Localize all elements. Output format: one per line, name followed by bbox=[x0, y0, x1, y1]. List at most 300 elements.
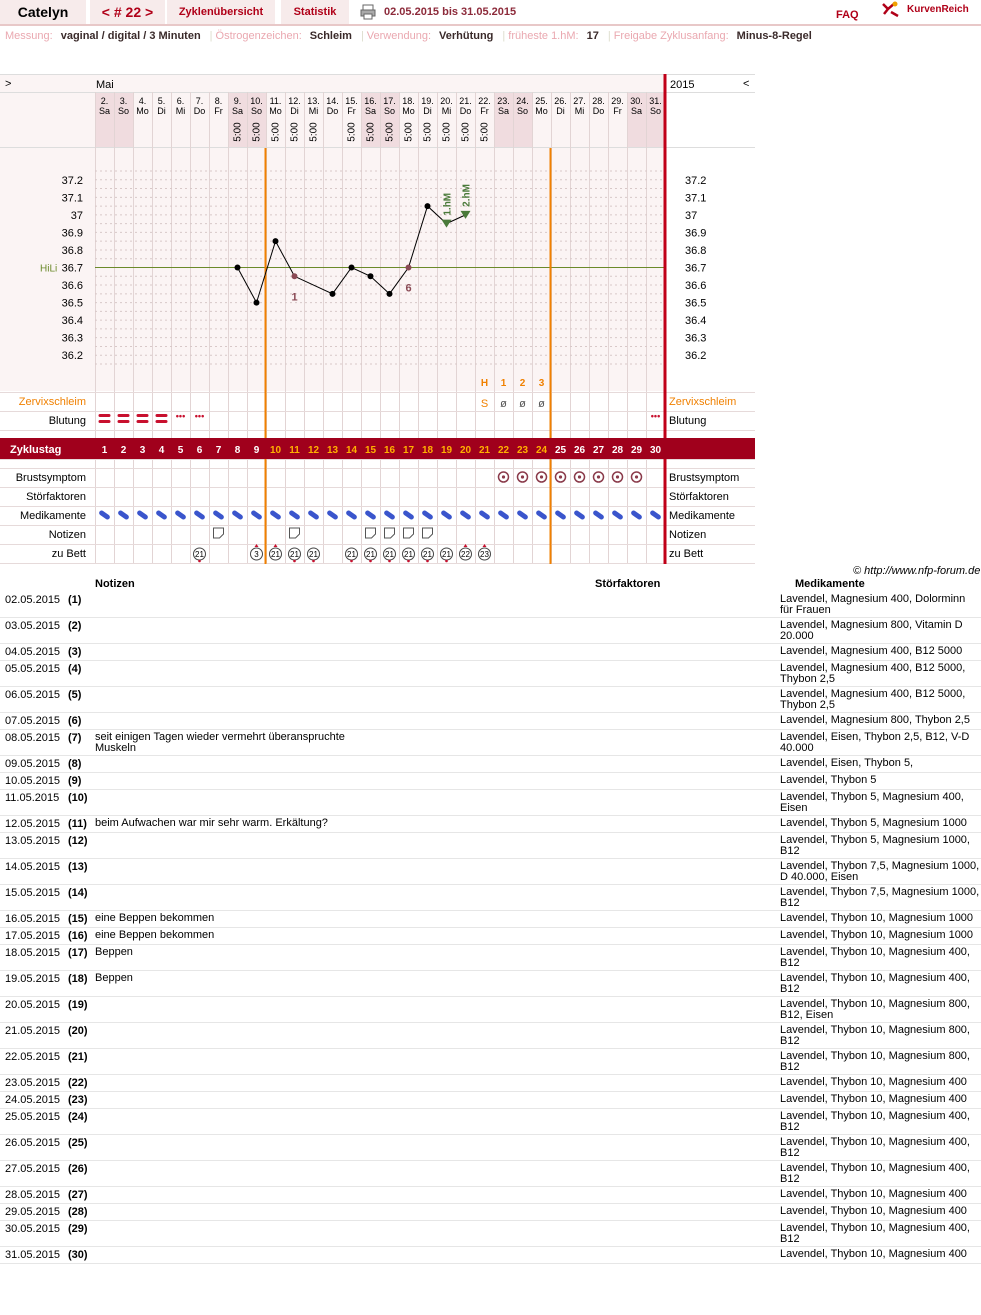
temperature-point bbox=[349, 265, 355, 271]
y-tick-label: 36.5 bbox=[61, 297, 83, 310]
zervix-value: ø bbox=[500, 398, 507, 410]
bedtime-earlier-marker bbox=[407, 560, 410, 563]
weekday-label: Mi bbox=[175, 106, 186, 116]
row-medication: Lavendel, Thybon 10, Magnesium 800, B12, Eisen bbox=[780, 999, 970, 1021]
cycle-day-number: 20 bbox=[459, 445, 472, 456]
cycle-day-number: 21 bbox=[478, 445, 491, 456]
date-label: 17. bbox=[383, 96, 396, 106]
y-tick-label-right: 36.7 bbox=[685, 262, 707, 275]
weekday-label: Do bbox=[193, 106, 206, 116]
cycle-day-number: 15 bbox=[364, 445, 377, 456]
weekday-label: Di bbox=[423, 106, 432, 116]
row-note: seit einigen Tagen wieder vermehrt überanspruchte Muskeln bbox=[95, 731, 345, 754]
row-medication: Lavendel, Thybon 5, Magnesium 1000 bbox=[780, 818, 967, 829]
zervix-marker: 3 bbox=[538, 378, 545, 389]
weekday-label: Sa bbox=[364, 106, 377, 116]
row-medication: Lavendel, Magnesium 400, Dolorminn für Frauen bbox=[780, 594, 966, 616]
row-medication: Lavendel, Magnesium 400, B12 5000, Thybon 2,5 bbox=[780, 663, 966, 685]
cycle-day-number: 22 bbox=[497, 445, 510, 456]
bleeding-heavy-mark bbox=[99, 420, 111, 423]
row-medication: Lavendel, Thybon 10, Magnesium 1000 bbox=[780, 913, 974, 924]
date-label: 28. bbox=[592, 96, 605, 106]
weekday-label: Do bbox=[459, 106, 472, 116]
cycle-day-number: 7 bbox=[215, 445, 222, 456]
breast-symptom-icon-dot bbox=[616, 475, 619, 478]
time-label: 5:00 bbox=[422, 122, 434, 142]
zervix-label-right: Zervixschleim bbox=[669, 396, 737, 408]
date-label: 26. bbox=[554, 96, 567, 106]
row-number: (28) bbox=[68, 1206, 88, 1218]
table-row bbox=[0, 1022, 981, 1049]
table-row bbox=[0, 1203, 981, 1221]
time-label: 5:00 bbox=[289, 122, 301, 142]
row-date: 19.05.2015 bbox=[5, 973, 61, 985]
table-row bbox=[0, 858, 981, 885]
table-row bbox=[0, 643, 981, 661]
table-row bbox=[0, 1160, 981, 1187]
weekday-label: Mi bbox=[441, 106, 452, 116]
row-medication: Lavendel, Thybon 7,5, Magnesium 1000, D 40.000, Eisen bbox=[780, 861, 980, 883]
row-date: 31.05.2015 bbox=[5, 1249, 61, 1261]
y-tick-label: 36.3 bbox=[61, 332, 83, 345]
cycle-day-number: 2 bbox=[120, 445, 127, 456]
cycle-day-number: 26 bbox=[573, 445, 586, 456]
row-medication: Lavendel, Thybon 10, Magnesium 400, B12 bbox=[780, 947, 970, 969]
row-date: 10.05.2015 bbox=[5, 775, 61, 787]
cycle-day-number: 5 bbox=[177, 445, 184, 456]
date-label: 25. bbox=[535, 96, 548, 106]
weekday-label: Mo bbox=[535, 106, 548, 116]
y-tick-label-right: 36.9 bbox=[685, 227, 707, 240]
bedtime-value: 21 bbox=[442, 550, 451, 559]
bleeding-heavy-mark bbox=[137, 420, 149, 423]
time-label: 5:00 bbox=[479, 122, 491, 142]
y-tick-label: 36.2 bbox=[61, 350, 83, 363]
row-medication: Lavendel, Thybon 10, Magnesium 400 bbox=[780, 1249, 967, 1260]
row-date: 17.05.2015 bbox=[5, 930, 61, 942]
row-date: 20.05.2015 bbox=[5, 999, 61, 1011]
printer-icon[interactable] bbox=[360, 0, 376, 24]
bedtime-value: 3 bbox=[254, 550, 259, 559]
row-date: 11.05.2015 bbox=[5, 792, 60, 804]
row-number: (21) bbox=[68, 1051, 88, 1063]
weekday-label: Do bbox=[592, 106, 605, 116]
info-value: Verhütung bbox=[439, 30, 494, 42]
y-tick-label-right: 36.5 bbox=[685, 297, 707, 310]
weekday-label: Di bbox=[290, 106, 299, 116]
date-label: 14. bbox=[326, 96, 339, 106]
row-number: (8) bbox=[68, 758, 82, 770]
y-tick-label-right: 37.1 bbox=[685, 192, 707, 205]
cycle-day-number: 13 bbox=[326, 445, 339, 456]
weekday-label: Mo bbox=[269, 106, 282, 116]
weekday-label: So bbox=[250, 106, 263, 116]
bedtime-value: 21 bbox=[347, 550, 356, 559]
date-label: 31. bbox=[649, 96, 662, 106]
row-date: 12.05.2015 bbox=[5, 818, 61, 830]
time-label: 5:00 bbox=[270, 122, 282, 142]
row-number: (5) bbox=[68, 689, 82, 701]
table-row bbox=[0, 970, 981, 997]
row-number: (22) bbox=[68, 1077, 88, 1089]
weekday-label: Sa bbox=[497, 106, 510, 116]
nav-prev-button[interactable]: > bbox=[5, 78, 12, 90]
row-date: 21.05.2015 bbox=[5, 1025, 61, 1037]
notizen-label-right: Notizen bbox=[669, 529, 707, 541]
temperature-point bbox=[254, 300, 260, 306]
hili-label: HiLi bbox=[40, 263, 58, 275]
medikamente-label: Medikamente bbox=[19, 510, 86, 522]
row-date: 18.05.2015 bbox=[5, 947, 61, 959]
row-date: 15.05.2015 bbox=[5, 887, 61, 899]
breast-symptom-icon-dot bbox=[578, 475, 581, 478]
zervix-marker: 2 bbox=[519, 378, 526, 389]
info-value: Schleim bbox=[309, 30, 352, 42]
breast-symptom-icon-dot bbox=[521, 475, 524, 478]
row-number: (4) bbox=[68, 663, 82, 675]
date-label: 16. bbox=[364, 96, 377, 106]
date-label: 18. bbox=[402, 96, 415, 106]
cycle-day-number: 30 bbox=[649, 445, 662, 456]
y-tick-label-right: 36.4 bbox=[685, 315, 707, 328]
table-row bbox=[0, 729, 981, 756]
row-date: 09.05.2015 bbox=[5, 758, 61, 770]
bleeding-heavy-mark bbox=[99, 414, 111, 417]
zu-bett-label-right: zu Bett bbox=[669, 548, 704, 560]
bleeding-heavy-mark bbox=[118, 420, 130, 423]
right-scale-background bbox=[665, 74, 755, 391]
row-medication: Lavendel, Thybon 5, Magnesium 400, Eisen bbox=[780, 792, 964, 814]
weekday-label: Do bbox=[326, 106, 339, 116]
y-tick-label: 37.2 bbox=[61, 174, 83, 187]
table-row bbox=[0, 910, 981, 928]
bedtime-value: 21 bbox=[309, 550, 318, 559]
y-tick-label: 36.9 bbox=[61, 227, 83, 240]
cycle-day-number: 12 bbox=[307, 445, 320, 456]
row-date: 04.05.2015 bbox=[5, 646, 61, 658]
table-row bbox=[0, 617, 981, 644]
time-label: 5:00 bbox=[441, 122, 453, 142]
temperature-point bbox=[273, 238, 279, 244]
info-label: Östrogenzeichen: bbox=[215, 30, 302, 42]
row-medication: Lavendel, Thybon 10, Magnesium 800, B12 bbox=[780, 1025, 970, 1047]
info-label: früheste 1.hM: bbox=[508, 30, 579, 42]
row-number: (13) bbox=[68, 861, 88, 873]
weekday-label: Sa bbox=[231, 106, 244, 116]
weekday-label: Di bbox=[157, 106, 166, 116]
time-label: 5:00 bbox=[403, 122, 415, 142]
time-label: 5:00 bbox=[308, 122, 320, 142]
bleeding-label: Blutung bbox=[48, 415, 86, 427]
nav-next-button[interactable]: < bbox=[743, 78, 750, 90]
row-date: 08.05.2015 bbox=[5, 732, 61, 744]
row-date: 13.05.2015 bbox=[5, 835, 61, 847]
separator: | bbox=[607, 30, 611, 42]
info-label: Messung: bbox=[5, 30, 53, 42]
date-label: 10. bbox=[250, 96, 263, 106]
bedtime-value: 21 bbox=[271, 550, 280, 559]
notizen-label: Notizen bbox=[48, 529, 86, 541]
table-row bbox=[0, 1134, 981, 1161]
bleeding-label-right: Blutung bbox=[669, 415, 707, 427]
date-label: 8. bbox=[214, 96, 223, 106]
breast-symptom-icon-dot bbox=[540, 475, 543, 478]
weekday-label: Fr bbox=[347, 106, 356, 116]
cycle-day-number: 3 bbox=[139, 445, 146, 456]
cycle-day-number: 1 bbox=[101, 445, 108, 456]
breast-symptom-icon-dot bbox=[635, 475, 638, 478]
bedtime-earlier-marker bbox=[293, 560, 296, 563]
row-date: 23.05.2015 bbox=[5, 1077, 61, 1089]
bedtime-value: 21 bbox=[290, 550, 299, 559]
row-date: 16.05.2015 bbox=[5, 913, 61, 925]
time-label: 5:00 bbox=[232, 122, 244, 142]
bleeding-heavy-mark bbox=[137, 414, 149, 417]
row-number: (25) bbox=[68, 1137, 88, 1149]
row-note: eine Beppen bekommen bbox=[95, 929, 215, 941]
bedtime-value: 21 bbox=[195, 550, 204, 559]
logo-text: KurvenReich bbox=[907, 4, 969, 15]
date-label: 19. bbox=[421, 96, 434, 106]
temperature-point bbox=[387, 291, 393, 297]
info-label: Verwendung: bbox=[366, 30, 432, 42]
zervix-value: ø bbox=[519, 398, 526, 410]
cycle-day-number: 25 bbox=[554, 445, 567, 456]
date-label: 23. bbox=[497, 96, 510, 106]
zervix-marker: H bbox=[480, 378, 489, 389]
temperature-point bbox=[292, 273, 298, 279]
row-medication: Lavendel, Eisen, Thybon 5, bbox=[780, 758, 914, 769]
logo-icon bbox=[880, 0, 902, 18]
table-row bbox=[0, 1091, 981, 1109]
date-label: 3. bbox=[119, 96, 128, 106]
table-row bbox=[0, 1048, 981, 1075]
row-medication: Lavendel, Thybon 10, Magnesium 400 bbox=[780, 1189, 967, 1200]
kurvenreich-logo[interactable] bbox=[880, 0, 980, 24]
date-range: 02.05.2015 bis 31.05.2015 bbox=[384, 6, 517, 18]
separator: | bbox=[502, 30, 506, 42]
row-number: (6) bbox=[68, 715, 82, 727]
row-number: (11) bbox=[68, 818, 87, 830]
date-label: 7. bbox=[195, 96, 204, 106]
date-label: 12. bbox=[288, 96, 301, 106]
bleeding-heavy-mark bbox=[156, 414, 168, 417]
weekday-label: Mo bbox=[402, 106, 415, 116]
tab-statistics[interactable]: Statistik bbox=[281, 0, 349, 24]
nfp-cycle-chart bbox=[0, 74, 760, 564]
info-value: 17 bbox=[586, 30, 599, 42]
cycle-day-number: 14 bbox=[345, 445, 358, 456]
breast-label: Brustsymptom bbox=[15, 472, 86, 484]
weekday-label: So bbox=[516, 106, 529, 116]
info-value: Minus-8-Regel bbox=[736, 30, 812, 42]
row-number: (19) bbox=[68, 999, 88, 1011]
row-number: (24) bbox=[68, 1111, 88, 1123]
y-tick-label: 37 bbox=[70, 209, 83, 222]
cycle-day-number: 23 bbox=[516, 445, 529, 456]
top-bar bbox=[0, 0, 981, 24]
row-number: (14) bbox=[68, 887, 88, 899]
y-tick-label: 37.1 bbox=[61, 192, 83, 205]
row-date: 30.05.2015 bbox=[5, 1223, 61, 1235]
excluded-point-label: 6 bbox=[405, 282, 412, 295]
bedtime-earlier-marker bbox=[445, 560, 448, 563]
date-label: 2. bbox=[100, 96, 109, 106]
zervix-label: Zervixschleim bbox=[18, 396, 86, 408]
table-row bbox=[0, 927, 981, 945]
time-label: 5:00 bbox=[251, 122, 263, 142]
row-note: Beppen bbox=[95, 946, 133, 958]
y-tick-label: 36.8 bbox=[61, 244, 83, 257]
cycle-info-row bbox=[5, 30, 818, 42]
header-notes: Notizen bbox=[95, 578, 135, 590]
weekday-label: Mo bbox=[136, 106, 149, 116]
stoerfaktoren-label-right: Störfaktoren bbox=[669, 491, 729, 503]
date-label: 30. bbox=[630, 96, 643, 106]
table-row bbox=[0, 884, 981, 911]
cycle-navigator[interactable]: < # 22 > bbox=[90, 0, 165, 24]
table-row bbox=[0, 789, 981, 816]
row-number: (17) bbox=[68, 947, 88, 959]
bedtime-value: 21 bbox=[404, 550, 413, 559]
table-row bbox=[0, 996, 981, 1023]
weekday-label: Sa bbox=[98, 106, 111, 116]
row-medication: Lavendel, Magnesium 400, B12 5000, Thybon 2,5 bbox=[780, 689, 966, 711]
weekday-label: So bbox=[649, 106, 662, 116]
temperature-point bbox=[235, 265, 241, 271]
bleeding-spotting-mark: ••• bbox=[650, 411, 661, 421]
bedtime-value: 23 bbox=[480, 550, 489, 559]
cycle-day-number: 24 bbox=[535, 445, 548, 456]
bleeding-heavy-mark bbox=[118, 414, 130, 417]
row-number: (18) bbox=[68, 973, 88, 985]
y-tick-label-right: 36.6 bbox=[685, 280, 707, 293]
row-number: (1) bbox=[68, 594, 82, 606]
row-number: (26) bbox=[68, 1163, 88, 1175]
excluded-point-label: 1 bbox=[291, 291, 298, 304]
row-medication: Lavendel, Thybon 10, Magnesium 800, B12 bbox=[780, 1051, 970, 1073]
credit-link[interactable]: © http://www.nfp-forum.de bbox=[853, 565, 981, 577]
y-tick-label-right: 37 bbox=[685, 209, 698, 222]
row-number: (16) bbox=[68, 930, 88, 942]
weekday-label: So bbox=[117, 106, 130, 116]
row-medication: Lavendel, Thybon 10, Magnesium 400, B12 bbox=[780, 1223, 970, 1245]
row-medication: Lavendel, Thybon 7,5, Magnesium 1000, B12 bbox=[780, 887, 980, 909]
zervix-value: ø bbox=[538, 398, 545, 410]
row-note: eine Beppen bekommen bbox=[95, 912, 215, 924]
row-date: 22.05.2015 bbox=[5, 1051, 61, 1063]
separator: | bbox=[360, 30, 364, 42]
cycle-day-number: 18 bbox=[421, 445, 434, 456]
table-row bbox=[0, 1108, 981, 1135]
temperature-point bbox=[330, 291, 336, 297]
bedtime-value: 21 bbox=[385, 550, 394, 559]
y-tick-label-right: 36.8 bbox=[685, 244, 707, 257]
row-number: (23) bbox=[68, 1094, 88, 1106]
row-medication: Lavendel, Thybon 10, Magnesium 400 bbox=[780, 1077, 967, 1088]
date-label: 20. bbox=[440, 96, 453, 106]
weekday-label: Di bbox=[556, 106, 565, 116]
high-mark-label: 1.hM bbox=[442, 192, 454, 216]
row-medication: Lavendel, Thybon 10, Magnesium 400, B12 bbox=[780, 1137, 970, 1159]
zervix-value: S bbox=[480, 398, 489, 410]
table-row bbox=[0, 832, 981, 859]
temperature-point bbox=[425, 203, 431, 209]
weekday-label: Sa bbox=[630, 106, 643, 116]
date-label: 29. bbox=[611, 96, 624, 106]
row-date: 05.05.2015 bbox=[5, 663, 61, 675]
row-date: 24.05.2015 bbox=[5, 1094, 61, 1106]
zu-bett-label: zu Bett bbox=[51, 548, 86, 560]
date-label: 24. bbox=[516, 96, 529, 106]
table-row bbox=[0, 772, 981, 790]
row-number: (30) bbox=[68, 1249, 88, 1261]
bleeding-heavy-mark bbox=[156, 420, 168, 423]
row-date: 14.05.2015 bbox=[5, 861, 61, 873]
bedtime-value: 21 bbox=[366, 550, 375, 559]
row-medication: Lavendel, Thybon 10, Magnesium 400 bbox=[780, 1094, 967, 1105]
time-label: 5:00 bbox=[460, 122, 472, 142]
date-label: 22. bbox=[478, 96, 491, 106]
row-number: (15) bbox=[68, 913, 88, 925]
cycle-day-number: 6 bbox=[196, 445, 203, 456]
table-row bbox=[0, 712, 981, 730]
medikamente-label-right: Medikamente bbox=[669, 510, 736, 522]
breast-label-right: Brustsymptom bbox=[669, 472, 740, 484]
table-row bbox=[0, 686, 981, 713]
row-medication: Lavendel, Thybon 5, Magnesium 1000, B12 bbox=[780, 835, 970, 857]
row-date: 28.05.2015 bbox=[5, 1189, 61, 1201]
table-row bbox=[0, 660, 981, 687]
row-date: 03.05.2015 bbox=[5, 620, 61, 632]
separator: | bbox=[209, 30, 213, 42]
weekday-label: Mi bbox=[574, 106, 585, 116]
tab-cycle-overview[interactable]: Zyklenübersicht bbox=[167, 0, 275, 24]
cycle-day-number: 10 bbox=[269, 445, 282, 456]
header-medikamente: Medikamente bbox=[795, 578, 865, 590]
time-label: 5:00 bbox=[384, 122, 396, 142]
time-label: 5:00 bbox=[346, 122, 358, 142]
zervix-marker: 1 bbox=[500, 378, 507, 389]
row-number: (7) bbox=[68, 732, 82, 744]
row-date: 25.05.2015 bbox=[5, 1111, 61, 1123]
table-row bbox=[0, 755, 981, 773]
date-label: 5. bbox=[157, 96, 166, 106]
row-medication: Lavendel, Thybon 5 bbox=[780, 775, 877, 786]
table-row bbox=[0, 815, 981, 833]
table-row bbox=[0, 1074, 981, 1092]
bedtime-earlier-marker bbox=[388, 560, 391, 563]
cycle-day-number: 9 bbox=[253, 445, 260, 456]
date-label: 13. bbox=[307, 96, 320, 106]
table-row bbox=[0, 1186, 981, 1204]
bleeding-spotting-mark: ••• bbox=[194, 411, 205, 421]
y-tick-label-right: 36.2 bbox=[685, 350, 707, 363]
weekday-label: So bbox=[383, 106, 396, 116]
row-medication: Lavendel, Thybon 10, Magnesium 400 bbox=[780, 1206, 967, 1217]
month-label: Mai bbox=[96, 79, 114, 91]
header-stoerfaktoren: Störfaktoren bbox=[595, 578, 661, 590]
date-label: 9. bbox=[233, 96, 242, 106]
row-number: (9) bbox=[68, 775, 82, 787]
row-medication: Lavendel, Thybon 10, Magnesium 400, B12 bbox=[780, 1163, 970, 1185]
row-number: (27) bbox=[68, 1189, 88, 1201]
faq-link[interactable]: FAQ bbox=[836, 9, 859, 21]
row-number: (3) bbox=[68, 646, 82, 658]
table-row bbox=[0, 1246, 981, 1264]
row-number: (10) bbox=[68, 792, 88, 804]
row-medication: Lavendel, Magnesium 800, Thybon 2,5 bbox=[780, 715, 970, 726]
